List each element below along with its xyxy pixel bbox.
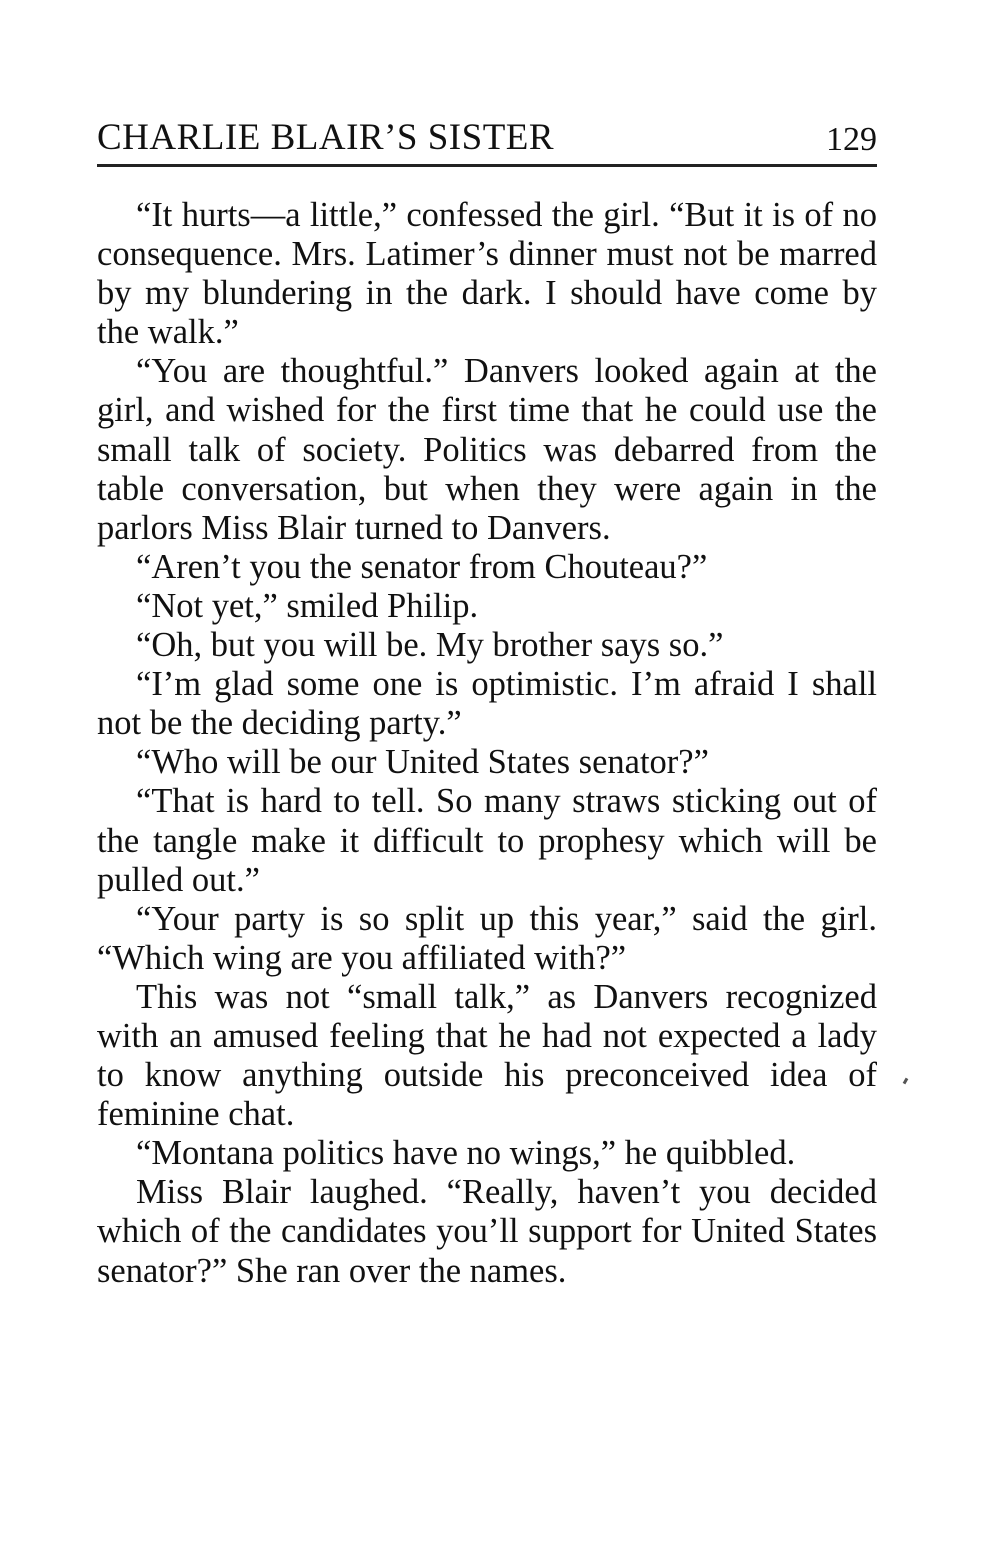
paragraph: “Oh, but you will be. My brother says so.” [136, 626, 724, 665]
paragraph: “You are thoughtful.” Danvers looked again at the girl, and wished for the first time that he could use the small talk of society. Politics was debarred from the table conversation, but when they were again in the parlors Miss Blair turned to Danvers. [97, 352, 877, 547]
paragraph: Miss Blair laughed. “Really, haven’t you decided which of the candidates you’ll support for United States senator?” She ran over the names. [97, 1173, 877, 1290]
paragraph: This was not “small talk,” as Danvers recognized with an amused feeling that he had not expected a lady to know anything outside his preconceived idea of feminine chat. [97, 977, 877, 1134]
body-text [97, 196, 877, 1291]
paragraph: “Your party is so split up this year,” said the girl. “Which wing are you affiliated with?” [97, 899, 877, 977]
running-header [97, 118, 877, 167]
paragraph: “It hurts—a little,” confessed the girl. “But it is of no consequence. Mrs. Latimer’s dinner must not be marred by my blundering in the dark. I should have come by the walk.” [97, 196, 877, 352]
running-title: CHARLIE BLAIR’S SISTER [97, 117, 555, 158]
page-number: 129 [826, 121, 877, 158]
paragraph: “That is hard to tell. So many straws sticking out of the tangle make it difficult to prophesy which will be pulled out.” [97, 782, 877, 899]
paragraph: “Who will be our United States senator?” [136, 743, 709, 782]
paragraph: “Aren’t you the senator from Chouteau?” [136, 547, 708, 586]
ink-speck [903, 1078, 909, 1085]
paragraph: “Not yet,” smiled Philip. [136, 586, 479, 625]
paragraph: “Montana politics have no wings,” he quibbled. [136, 1134, 796, 1173]
paragraph: “I’m glad some one is optimistic. I’m afraid I shall not be the deciding party.” [97, 665, 877, 743]
